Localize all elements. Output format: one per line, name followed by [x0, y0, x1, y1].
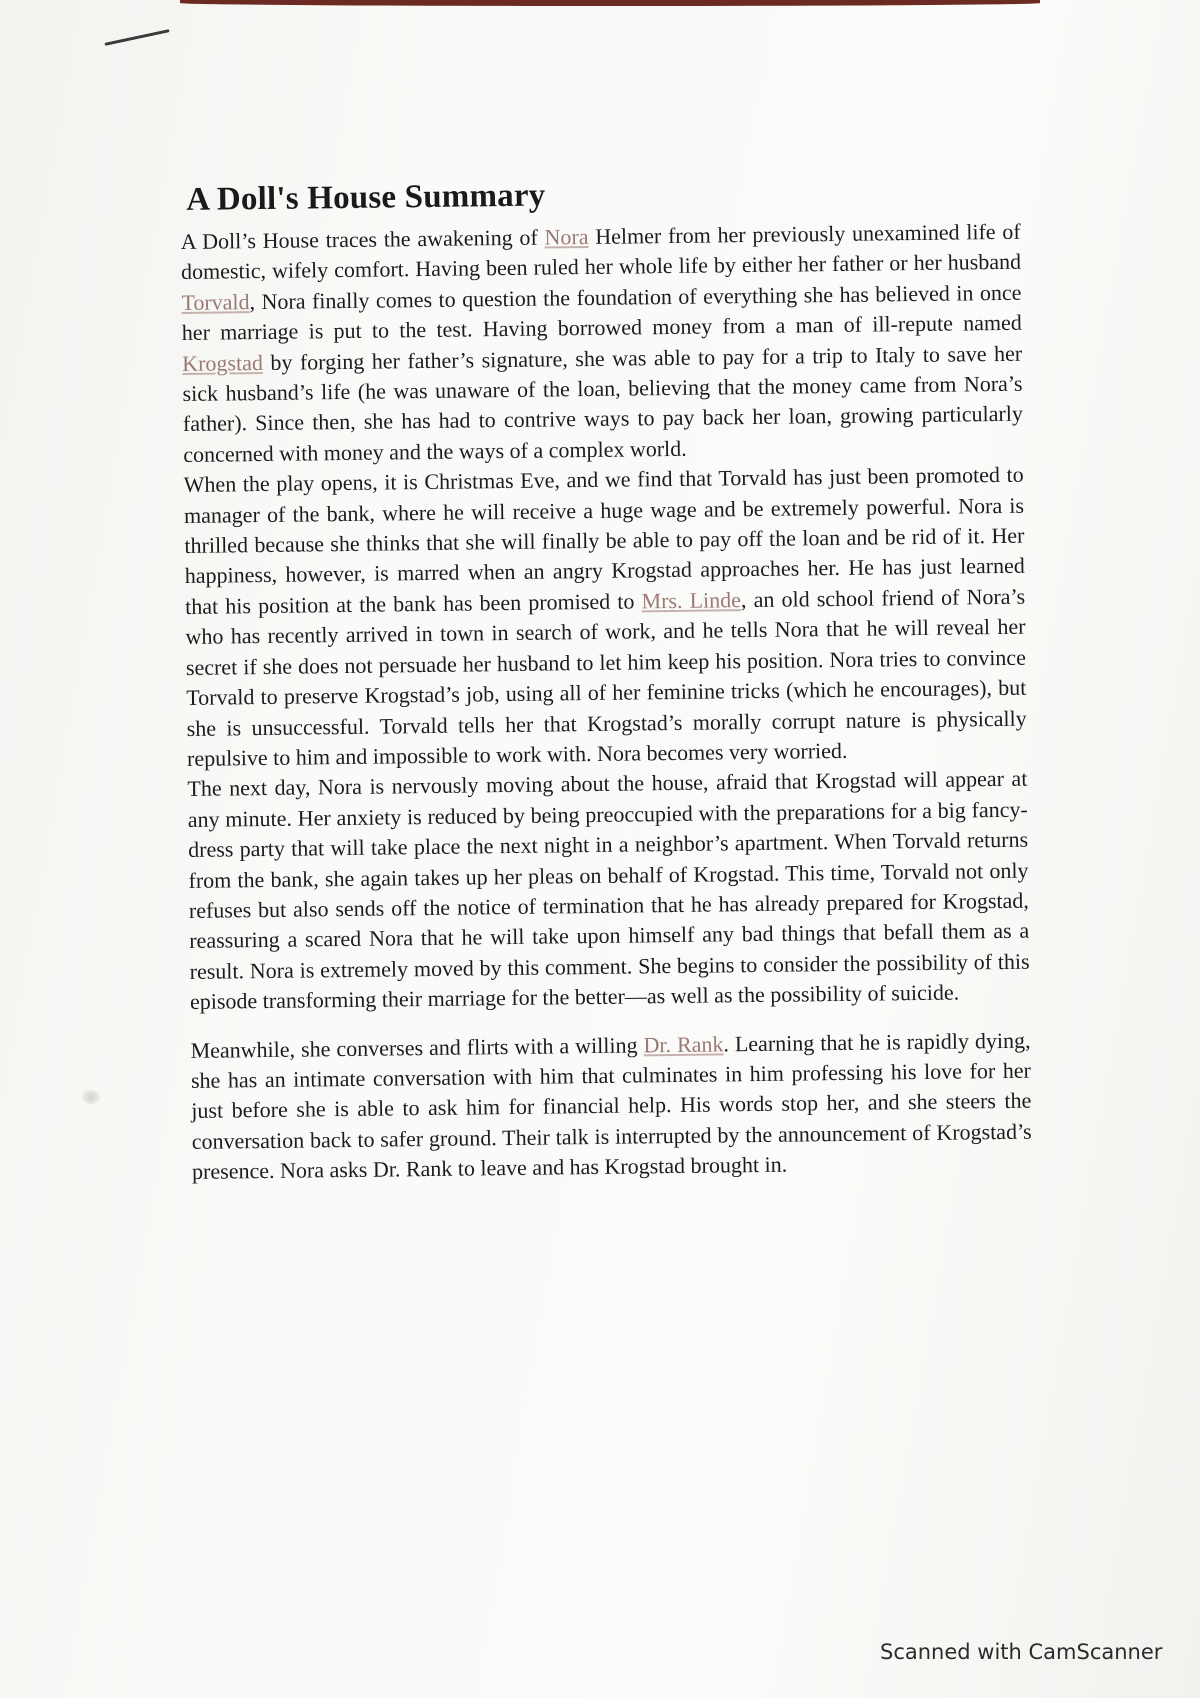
character-link[interactable]: Dr. Rank [643, 1030, 724, 1057]
character-link[interactable]: Torvald [181, 288, 250, 315]
paragraph [181, 217, 1024, 470]
paragraph-text: The next day, Nora is nervously moving about the house, afraid that Krogstad will appear at any minute. Her anxiety is reduced by being preoccupied with the preparations for a big fancy-dress party that will take place the next night in a neighbor’s apartment. When Torvald returns from the bank, she again takes up her pleas on behalf of Krogstad. This time, Torvald not only refuses but also sends off the notice of termination that he has already prepared for Krogstad, reassuring a scared Nora that he will take upon himself any bad things that befall them as a result. Nora is extremely moved by this comment. She begins to consider the possibility of this episode transforming their marriage for the better—as well as the possibility of suicide. [187, 766, 1030, 1015]
character-link[interactable]: Mrs. Linde [641, 587, 742, 614]
document-body [180, 172, 1032, 1188]
paragraph [187, 764, 1030, 1017]
document-title: A Doll's House Summary [185, 177, 546, 218]
paragraph-text: When the play opens, it is Christmas Eve, and we find that Torvald has just been promoted to manager of the bank, where he will receive a huge wage and be extremely powerful. Nora is thrilled because she thinks that she will finally be able to pay off the loan and be rid of it. Her happiness, however, is marred when an angry Krogstad approaches her. He has just learned that his position at the bank has been promised to [183, 461, 1025, 619]
paragraph-text: , an old school friend of Nora’s who has recently arrived in town in search of work, and he tells Nora that he will reveal her secret if she does not persuade her husband to let him keep his position. Nora tries to convince Torvald to preserve Krogstad’s job, using all of her feminine tricks (which he encourages), but she is unsuccessful. Torvald tells her that Krogstad’s morally corrupt nature is physically repulsive to him and impossible to work with. Nora becomes very worried. [185, 583, 1027, 771]
pen-mark [104, 29, 169, 46]
scan-smudge [82, 1090, 100, 1104]
paragraph-list [181, 217, 1033, 1188]
paragraph-text: , Nora finally comes to question the foundation of everything she has believed in once her marriage is put to the test. Having borrowed money from a man of ill-repute named [181, 279, 1022, 346]
character-link[interactable]: Nora [544, 224, 589, 250]
paragraph [190, 1025, 1032, 1187]
paragraph-text: Helmer from her previously unexamined life of domestic, wifely comfort. Having been ruled her whole life by either her father or her husband [180, 218, 1022, 285]
character-link[interactable]: Krogstad [182, 349, 264, 376]
paragraph-text: . Learning that he is rapidly dying, she has an intimate conversation with him that culminates in him professing his love for her just before she is able to ask him for financial help. His words stop her, and she steers the conversation back to safer ground. Their talk is interrupted by the announcement of Krogstad’s presence. Nora asks Dr. Rank to leave and has Krogstad brought in. [190, 1027, 1032, 1185]
scanner-watermark: Scanned with CamScanner [880, 1640, 1163, 1664]
paragraph [184, 460, 1028, 774]
paragraph-text: Meanwhile, she converses and flirts with a willing [190, 1031, 644, 1063]
page-top-edge [180, 0, 1040, 6]
paragraph-text: by forging her father’s signature, she was able to pay for a trip to Italy to save her sick husband’s life (he was unaware of the loan, believing that the money came from Nora’s father). Since then, she has had to contrive ways to pay back her loan, growing particularly concerned with money and the ways of a complex world. [182, 340, 1024, 467]
paragraph-text: A Doll’s House traces the awakening of [180, 224, 545, 254]
